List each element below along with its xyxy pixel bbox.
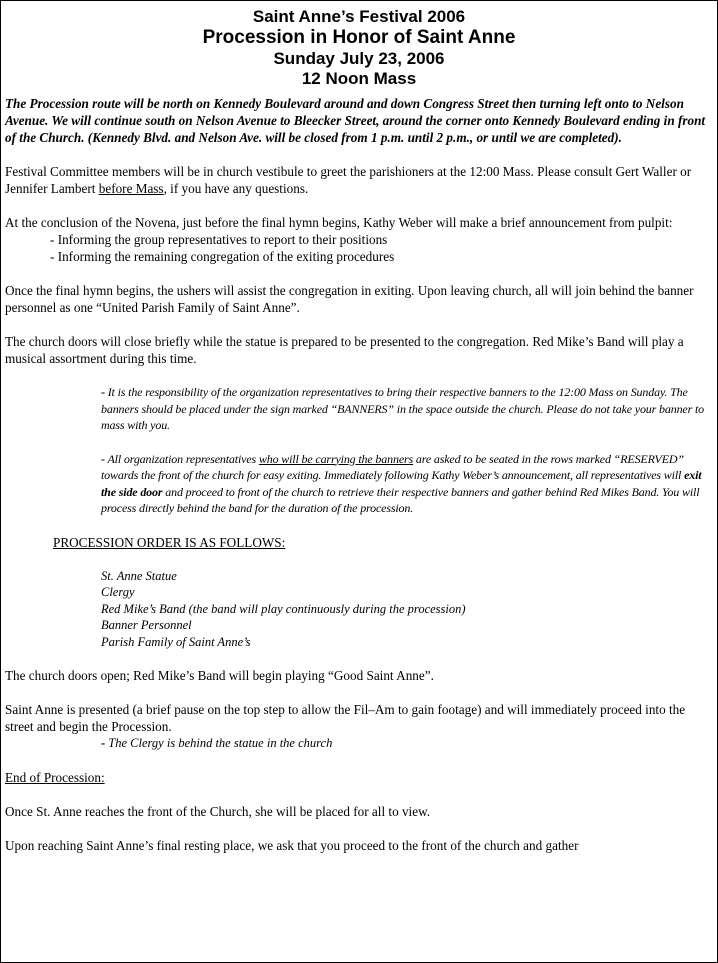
list-item: Parish Family of Saint Anne’s [101, 634, 251, 649]
list-item: Red Mike’s Band (the band will play continuously during the procession) [101, 601, 466, 616]
doors-open-paragraph: The church doors open; Red Mike’s Band will begin playing “Good Saint Anne”. [5, 668, 434, 683]
end-of-procession-heading: End of Procession: [5, 770, 105, 785]
procession-order-heading: PROCESSION ORDER IS AS FOLLOWS: [53, 534, 286, 550]
clergy-note: - The Clergy is behind the statue in the church [101, 736, 333, 750]
presentation-paragraph: Saint Anne is presented (a brief pause on the top step to allow the Fil–Am to gain footage) and will immediately proceed into the street and begin the Procession. [5, 702, 686, 734]
document-header [1, 7, 717, 89]
banner-note: - It is the responsibility of the organization representatives to bring their respective banners to the 12:00 Mass on Sunday. The banners should be placed under the sign marked “BANNERS” in the space outside the church. Please do not take your banner to mass with you. [101, 385, 705, 432]
novena-paragraph: At the conclusion of the Novena, just before the final hymn begins, Kathy Weber will make a brief announcement from pulpit: [5, 215, 673, 230]
list-item: St. Anne Statue [101, 568, 177, 583]
statue-placement-paragraph: Once St. Anne reaches the front of the Church, she will be placed for all to view. [5, 804, 431, 819]
representatives-note: - All organization representatives who will be carrying the banners are asked to be seated in the rows marked “RESERVED” towards the front of the church for easy exiting. Immediately following Kathy Weber’s announcement, all representatives will exit the side door and proceed to front of the church to retrieve their respective banners and gather behind Red Mikes Band. You will process directly behind the band for the duration of the procession. [101, 451, 702, 515]
mass-time: 12 Noon Mass [301, 69, 417, 88]
hymn-paragraph: Once the final hymn begins, the ushers will assist the congregation in exiting. Upon leaving church, all will join behind the banner personnel as one “United Parish Family of Saint Anne”. [5, 283, 694, 315]
route-paragraph: The Procession route will be north on Kennedy Boulevard around and down Congress Street then turning left onto to Nelson Avenue. We will continue south on Nelson Avenue to Bleecker Street, around the corner onto Kennedy Boulevard ending in front of the Church. (Kennedy Blvd. and Nelson Ave. will be closed from 1 p.m. until 2 p.m., or until we are completed). [5, 96, 706, 145]
final-paragraph: Upon reaching Saint Anne’s final resting place, we ask that you proceed to the front of the church and gather [5, 838, 579, 853]
festival-title: Saint Anne’s Festival 2006 [252, 7, 466, 26]
event-date: Sunday July 23, 2006 [273, 49, 445, 68]
list-item: Clergy [101, 585, 135, 599]
committee-paragraph: Festival Committee members will be in church vestibule to greet the parishioners at the 12:00 Mass. Please consult Gert Waller or Jennifer Lambert before Mass, if you have any questions. [5, 164, 692, 196]
novena-bullet: - Informing the remaining congregation of the exiting procedures [50, 249, 395, 264]
novena-bullet: - Informing the group representatives to report to their positions [50, 232, 388, 247]
document-body [1, 95, 717, 854]
procession-order-list [5, 568, 713, 651]
list-item: Banner Personnel [101, 618, 192, 632]
procession-title: Procession in Honor of Saint Anne [202, 27, 516, 48]
doors-paragraph: The church doors will close briefly while the statue is prepared to be presented to the congregation. Red Mike’s Band will play a musical assortment during this time. [5, 334, 684, 366]
